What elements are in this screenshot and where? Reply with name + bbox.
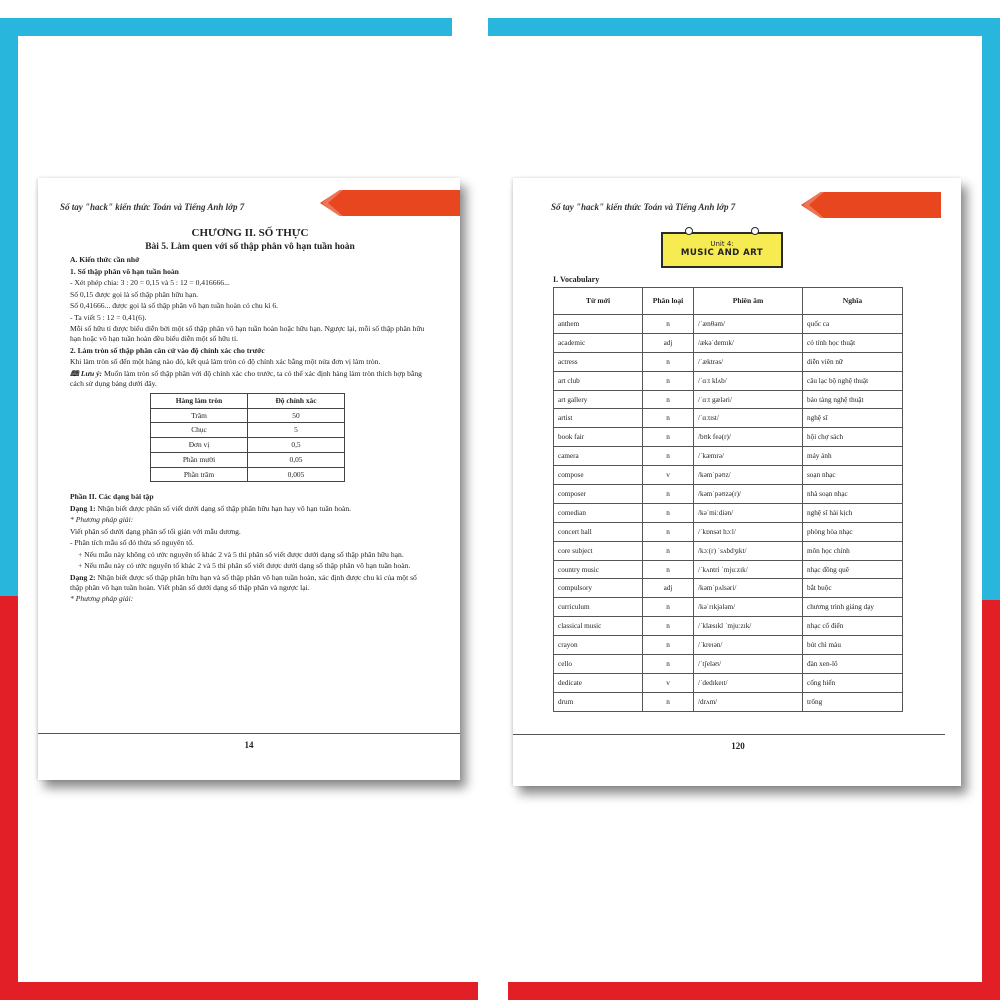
table-row <box>554 485 903 504</box>
table-row <box>554 673 903 692</box>
meaning-cell: trống <box>803 692 903 711</box>
word-type-cell: v <box>643 466 694 485</box>
text-line: + Nếu mẫu này có ước nguyên tố khác 2 và 5 thì phân số viết được dưới dạng số thập phân vô hạn tuần hoàn. <box>78 561 411 571</box>
right-book-page <box>513 178 961 786</box>
exercise-type-label: Dạng 2: <box>70 572 96 582</box>
frame-bar-red-left <box>0 596 18 1000</box>
note-text: Muốn làm tròn số thập phân với độ chính xác cho trước, ta có thể xác định hàng làm tròn thích hợp bằng cách sử dụng bảng dưới đây. <box>70 368 422 388</box>
vocab-word-cell: art gallery <box>554 390 643 409</box>
table-row <box>554 655 903 674</box>
vocab-word-cell: core subject <box>554 541 643 560</box>
pronunciation-cell: /kəˈmiːdiən/ <box>694 503 803 522</box>
pronunciation-cell: /ˈænθəm/ <box>694 315 803 334</box>
pronunciation-cell: /kəmˈpəʊz/ <box>694 466 803 485</box>
pronunciation-cell: /ˈɑːtɪst/ <box>694 409 803 428</box>
vocab-word-cell: composer <box>554 485 643 504</box>
vocabulary-heading: I. Vocabulary <box>553 275 600 284</box>
table-cell: 0,05 <box>248 452 345 467</box>
note-paragraph <box>70 369 430 389</box>
part-2-heading: Phần II. Các dạng bài tập <box>70 492 154 502</box>
table-header: Từ mới <box>554 288 643 315</box>
table-header: Hàng làm tròn <box>151 393 248 408</box>
table-cell: 0,005 <box>248 467 345 482</box>
table-row <box>554 352 903 371</box>
subsection-2-heading: 2. Làm tròn số thập phân căn cứ vào độ chính xác cho trước <box>70 345 265 355</box>
right-page-header: Sổ tay "hack" kiến thức Toán và Tiếng Anh lớp 7 <box>551 202 736 212</box>
table-row <box>554 428 903 447</box>
table-row <box>554 503 903 522</box>
text-line: - Phân tích mẫu số đó thừa số nguyên tố. <box>70 538 194 548</box>
word-type-cell: n <box>643 390 694 409</box>
table-cell: 5 <box>248 423 345 438</box>
word-type-cell: n <box>643 636 694 655</box>
left-footer-line <box>38 733 460 734</box>
pronunciation-cell: /kəmˈpʌlsəri/ <box>694 579 803 598</box>
table-row <box>151 452 345 467</box>
table-row <box>151 438 345 453</box>
word-type-cell: n <box>643 560 694 579</box>
table-cell: Đơn vị <box>151 438 248 453</box>
method-heading: * Phương pháp giải: <box>70 594 134 604</box>
pronunciation-cell: /bʊk feə(r)/ <box>694 428 803 447</box>
exercise-type-2 <box>70 573 430 593</box>
table-cell: Phần mười <box>151 452 248 467</box>
pronunciation-cell: /ˈklæsɪkl ˈmjuːzɪk/ <box>694 617 803 636</box>
left-page-content <box>70 226 430 606</box>
table-row <box>554 692 903 711</box>
word-type-cell: n <box>643 485 694 504</box>
note-label: 🕮 Lưu ý: <box>70 368 103 378</box>
vocab-word-cell: camera <box>554 447 643 466</box>
vocab-word-cell: artist <box>554 409 643 428</box>
table-row <box>554 466 903 485</box>
pronunciation-cell: /kəmˈpəʊzə(r)/ <box>694 485 803 504</box>
vocab-word-cell: dedicate <box>554 673 643 692</box>
table-row <box>554 371 903 390</box>
word-type-cell: n <box>643 503 694 522</box>
table-row <box>554 447 903 466</box>
pronunciation-cell: /ˈkæmrə/ <box>694 447 803 466</box>
vocab-word-cell: academic <box>554 333 643 352</box>
vocab-word-cell: anthem <box>554 315 643 334</box>
meaning-cell: nhà soạn nhạc <box>803 485 903 504</box>
frame-bar-red-bottom-left <box>0 982 478 1000</box>
left-page-header: Sổ tay "hack" kiến thức Toán và Tiếng Anh lớp 7 <box>60 202 245 212</box>
vocabulary-table <box>553 287 903 712</box>
pronunciation-cell: /ˈɑːt klʌb/ <box>694 371 803 390</box>
pronunciation-cell: /kɔː(r) ˈsʌbdʒɪkt/ <box>694 541 803 560</box>
pronunciation-cell: /ˈdedɪkeɪt/ <box>694 673 803 692</box>
vocab-word-cell: concert hall <box>554 522 643 541</box>
frame-bar-red-right <box>982 600 1000 1000</box>
table-row <box>151 423 345 438</box>
meaning-cell: quốc ca <box>803 315 903 334</box>
meaning-cell: nhạc cổ điển <box>803 617 903 636</box>
table-header: Phiên âm <box>694 288 803 315</box>
meaning-cell: diễn viên nữ <box>803 352 903 371</box>
pronunciation-cell: /ˈkreɪən/ <box>694 636 803 655</box>
meaning-cell: nhạc đồng quê <box>803 560 903 579</box>
word-type-cell: adj <box>643 333 694 352</box>
table-row <box>554 390 903 409</box>
table-row <box>554 598 903 617</box>
frame-bar-red-bottom-right <box>508 982 1000 1000</box>
meaning-cell: hội chợ sách <box>803 428 903 447</box>
exercise-type-text: Nhận biết được số thập phân hữu hạn và số thập phân vô hạn tuần hoàn, xác định được chu kì của một số thập phân vô hạn tuần hoàn. Viết phân số dưới dạng số thập phân và ngược lại. <box>70 572 417 592</box>
meaning-cell: phòng hòa nhạc <box>803 522 903 541</box>
frame-bar-blue-top-left <box>0 18 452 36</box>
text-line: Số 0,15 được gọi là số thập phân hữu hạn. <box>70 289 199 299</box>
text-line: + Nếu mẫu này không có ước nguyên tố khác 2 và 5 thì phân số viết được dưới dạng số thập phân hữu hạn. <box>78 549 404 559</box>
table-row <box>554 579 903 598</box>
word-type-cell: n <box>643 541 694 560</box>
table-cell: Phần trăm <box>151 467 248 482</box>
meaning-cell: bắt buộc <box>803 579 903 598</box>
text-line: Số 0,41666... được gọi là số thập phân vô hạn tuần hoàn có chu kì 6. <box>70 301 279 311</box>
vocab-word-cell: compulsory <box>554 579 643 598</box>
vocab-word-cell: actress <box>554 352 643 371</box>
left-page-number: 14 <box>244 740 254 750</box>
section-a-heading: A. Kiến thức cần nhớ <box>70 255 140 265</box>
text-line: - Xét phép chia: 3 : 20 = 0,15 và 5 : 12 = 0,416666... <box>70 278 230 288</box>
table-row <box>554 560 903 579</box>
word-type-cell: n <box>643 655 694 674</box>
table-cell: Chục <box>151 423 248 438</box>
table-row <box>554 541 903 560</box>
word-type-cell: n <box>643 428 694 447</box>
vocab-word-cell: curriculum <box>554 598 643 617</box>
unit-title: MUSIC AND ART <box>680 248 764 258</box>
meaning-cell: câu lạc bộ nghệ thuật <box>803 371 903 390</box>
vocab-word-cell: cello <box>554 655 643 674</box>
left-header-banner <box>320 190 460 216</box>
vocab-word-cell: art club <box>554 371 643 390</box>
exercise-type-label: Dạng 1: <box>70 503 96 513</box>
table-row <box>554 333 903 352</box>
left-book-page <box>38 178 460 780</box>
exercise-type-1 <box>70 504 430 514</box>
table-header: Độ chính xác <box>248 393 345 408</box>
text-line: - Ta viết 5 : 12 = 0,41(6). <box>70 312 147 322</box>
word-type-cell: n <box>643 371 694 390</box>
table-header: Phân loại <box>643 288 694 315</box>
vocab-word-cell: country music <box>554 560 643 579</box>
meaning-cell: bút chì màu <box>803 636 903 655</box>
table-row <box>554 617 903 636</box>
table-row <box>554 315 903 334</box>
vocab-word-cell: drum <box>554 692 643 711</box>
table-row <box>554 522 903 541</box>
word-type-cell: n <box>643 522 694 541</box>
chapter-title: CHƯƠNG II. SỐ THỰC <box>191 227 309 239</box>
unit-badge <box>661 232 783 268</box>
lesson-title: Bài 5. Làm quen với số thập phân vô hạn tuần hoàn <box>145 241 355 252</box>
meaning-cell: bảo tàng nghệ thuật <box>803 390 903 409</box>
rounding-table <box>150 393 345 483</box>
table-cell: 0,5 <box>248 438 345 453</box>
subsection-1-heading: 1. Số thập phân vô hạn tuần hoàn <box>70 266 179 276</box>
pronunciation-cell: /kəˈrɪkjələm/ <box>694 598 803 617</box>
table-row <box>151 408 345 423</box>
vocab-word-cell: book fair <box>554 428 643 447</box>
vocab-word-cell: compose <box>554 466 643 485</box>
meaning-cell: môn học chính <box>803 541 903 560</box>
word-type-cell: n <box>643 315 694 334</box>
meaning-cell: nghệ sĩ hài kịch <box>803 503 903 522</box>
meaning-cell: có tính học thuật <box>803 333 903 352</box>
pronunciation-cell: /ˈɑːt gæləri/ <box>694 390 803 409</box>
meaning-cell: nghệ sĩ <box>803 409 903 428</box>
meaning-cell: chương trình giảng dạy <box>803 598 903 617</box>
right-header-banner <box>801 192 941 218</box>
word-type-cell: n <box>643 598 694 617</box>
vocab-word-cell: comedian <box>554 503 643 522</box>
table-row <box>554 409 903 428</box>
unit-label: Unit 4: <box>710 240 734 248</box>
word-type-cell: n <box>643 617 694 636</box>
vocab-word-cell: crayon <box>554 636 643 655</box>
pronunciation-cell: /ˈæktrəs/ <box>694 352 803 371</box>
word-type-cell: n <box>643 352 694 371</box>
word-type-cell: n <box>643 447 694 466</box>
vocabulary-table-body <box>554 315 903 712</box>
vocab-word-cell: classical music <box>554 617 643 636</box>
word-type-cell: n <box>643 692 694 711</box>
pronunciation-cell: /ˈtʃeləʊ/ <box>694 655 803 674</box>
table-cell: 50 <box>248 408 345 423</box>
word-type-cell: adj <box>643 579 694 598</box>
frame-bar-blue-right <box>982 18 1000 600</box>
word-type-cell: n <box>643 409 694 428</box>
word-type-cell: v <box>643 673 694 692</box>
table-cell: Trăm <box>151 408 248 423</box>
meaning-cell: máy ảnh <box>803 447 903 466</box>
text-line: Viết phân số dưới dạng phân số tối giản với mẫu dương. <box>70 526 241 536</box>
pronunciation-cell: /ˈkʌntri ˈmjuːzɪk/ <box>694 560 803 579</box>
text-paragraph: Khi làm tròn số đến một hàng nào đó, kết quả làm tròn có độ chính xác bằng một nửa đơn vị làm tròn. <box>70 357 381 367</box>
frame-bar-blue-left <box>0 18 18 596</box>
meaning-cell: cống hiến <box>803 673 903 692</box>
right-page-number: 120 <box>731 741 745 751</box>
frame-bar-blue-top-right <box>488 18 1000 36</box>
table-row <box>151 467 345 482</box>
text-paragraph: Mỗi số hữu tỉ được biểu diễn bởi một số thập phân vô hạn tuần hoàn hoặc hữu hạn. Ngược lại, mỗi số thập phân hữu hạn hoặc vô hạn tuần hoàn đều biểu diễn một số hữu tỉ. <box>70 324 425 344</box>
pronunciation-cell: /ækəˈdemɪk/ <box>694 333 803 352</box>
table-row <box>554 636 903 655</box>
pronunciation-cell: /ˈkɒnsət hɔːl/ <box>694 522 803 541</box>
meaning-cell: soạn nhạc <box>803 466 903 485</box>
pronunciation-cell: /drʌm/ <box>694 692 803 711</box>
method-heading: * Phương pháp giải: <box>70 515 134 525</box>
meaning-cell: đàn xen-lô <box>803 655 903 674</box>
right-footer-line <box>513 734 945 735</box>
table-header: Nghĩa <box>803 288 903 315</box>
exercise-type-text: Nhận biết được phân số viết dưới dạng số thập phân hữu hạn hay vô hạn tuần hoàn. <box>97 503 352 513</box>
